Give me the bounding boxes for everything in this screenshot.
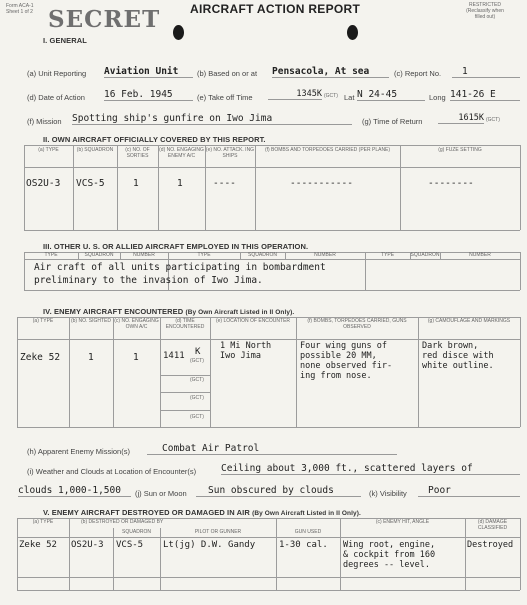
longitude-label: Long	[429, 93, 446, 102]
enemy-mission-field: Combat Air Patrol	[147, 443, 397, 455]
restricted-label: RESTRICTED (Reclassify when filled out)	[466, 2, 504, 20]
enemy-col-engaging: (c) NO. ENGAGING OWN A/C	[114, 318, 159, 330]
visibility-label: (k) Visibility	[369, 489, 407, 498]
other-col-number-3: NUMBER	[469, 252, 491, 258]
enemy-col-location: (e) LOCATION OF ENCOUNTER	[215, 318, 291, 324]
report-no-label: (c) Report No.	[394, 69, 442, 78]
based-on-label: (b) Based on or at	[197, 69, 258, 78]
page-title: AIRCRAFT ACTION REPORT	[190, 2, 361, 16]
report-no-field: 1	[452, 66, 520, 78]
other-col-type-2: TYPE	[197, 252, 211, 258]
mission-label: (f) Mission	[27, 117, 62, 126]
own-col-fuze: (g) FUZE SETTING	[438, 147, 482, 153]
enemy-time-suffix: K	[195, 347, 201, 357]
enemy-camouflage-cell: Dark brown, red disce with white outline.	[422, 341, 494, 371]
section-other-aircraft-heading: III. OTHER U. S. OR ALLIED AIRCRAFT EMPLOYED IN THIS OPERATION.	[43, 242, 309, 251]
weather-label: (i) Weather and Clouds at Location of Encounter(s)	[27, 467, 197, 476]
enemy-col-sighted: (b) NO. SIGHTED	[70, 318, 111, 324]
destroyed-col-damage: (d) DAMAGE CLASSIFIED	[477, 519, 508, 531]
own-bombs-cell: -----------	[290, 178, 353, 189]
own-col-sorties: (c) NO. OF SORTIES	[125, 147, 150, 159]
other-col-squadron-3: SQUADRON	[410, 252, 440, 258]
weather-field-1: Ceiling about 3,000 ft., scattered layers of	[221, 463, 520, 475]
enemy-col-time: (d) TIME ENCOUNTERED	[165, 318, 205, 330]
sun-moon-field: Sun obscured by clouds	[196, 485, 361, 497]
destroyed-col-pilot: PILOT OR GUNNER	[194, 529, 242, 535]
destroyed-damage-cell: Destroyed	[467, 540, 514, 550]
section-destroyed-heading: V. ENEMY AIRCRAFT DESTROYED OR DAMAGED IN AIR (By Own Aircraft Listed in II Only).	[43, 508, 361, 517]
weather-field-2: clouds 1,000-1,500	[18, 485, 131, 497]
enemy-time-gct-4: (GCT)	[190, 414, 204, 420]
enemy-type-cell: Zeke 52	[20, 352, 61, 363]
destroyed-col-by: (b) DESTROYED OR DAMAGED BY	[81, 519, 164, 525]
enemy-time-gct-2: (GCT)	[190, 377, 204, 383]
enemy-col-guns: (f) BOMBS, TORPEDOES CARRIED, GUNS OBSERVED	[307, 318, 407, 330]
longitude-field: 141-26 E	[450, 89, 520, 101]
unit-reporting-label: (a) Unit Reporting	[27, 69, 87, 78]
enemy-time-gct-3: (GCT)	[190, 395, 204, 401]
own-col-bombs: (f) BOMBS AND TORPEDOES CARRIED (PER PLANE)	[264, 147, 391, 153]
form-number: Form ACA-1	[6, 3, 34, 9]
return-gct: (GCT)	[486, 117, 500, 123]
date-of-action-label: (d) Date of Action	[27, 93, 85, 102]
section-enemy-encountered-heading: IV. ENEMY AIRCRAFT ENCOUNTERED (By Own Aircraft Listed in II Only).	[43, 307, 295, 316]
own-fuze-cell: --------	[428, 178, 474, 189]
other-aircraft-line-2: preliminary to the invasion of Iwo Jima.	[34, 275, 263, 286]
take-off-time-label: (e) Take off Time	[197, 93, 253, 102]
latitude-label: Lat	[344, 93, 355, 102]
own-engaging-cell: 1	[177, 178, 183, 189]
destroyed-col-type: (a) TYPE	[32, 519, 54, 525]
other-col-squadron-2: SQUADRON	[248, 252, 277, 258]
other-col-type-1: TYPE	[44, 252, 58, 258]
destroyed-plane-cell: OS2U-3	[71, 540, 104, 550]
punch-hole-left	[173, 25, 184, 40]
destroyed-hit-cell: Wing root, engine, & cockpit from 160 degrees -- level.	[343, 540, 436, 570]
own-sorties-cell: 1	[133, 178, 139, 189]
sun-moon-label: (j) Sun or Moon	[135, 489, 187, 498]
enemy-col-type: (a) TYPE	[32, 318, 54, 324]
other-aircraft-line-1: Air craft of all units participating in bombardment	[34, 262, 326, 273]
unit-reporting-field: Aviation Unit	[104, 66, 193, 78]
take-off-time-field: 1345K	[268, 89, 322, 100]
other-col-type-3: TYPE	[380, 252, 395, 258]
latitude-field: N 24-45	[357, 89, 425, 101]
other-col-squadron-1: SQUADRON	[84, 252, 114, 258]
punch-hole-right	[347, 25, 358, 40]
section-general-heading: I. GENERAL	[43, 36, 87, 45]
time-of-return-field: 1615K	[438, 113, 484, 124]
destroyed-gun-cell: 1-30 cal.	[279, 540, 328, 550]
destroyed-squadron-cell: VCS-5	[116, 540, 144, 550]
sheet-number: Sheet 1 of 2	[6, 9, 33, 15]
destroyed-col-squadron: SQUADRON	[122, 529, 151, 535]
own-col-squadron: (b) SQUADRON	[76, 147, 114, 153]
enemy-mission-label: (h) Apparent Enemy Mission(s)	[27, 447, 130, 456]
enemy-engaging-cell: 1	[133, 352, 139, 363]
own-col-attacking: (e) NO. ATTACK. ING SHIPS	[205, 147, 255, 159]
own-col-engaging: (d) NO. ENGAGING ENEMY A/C	[159, 147, 204, 159]
based-on-field: Pensacola, At sea	[272, 66, 389, 78]
date-of-action-field: 16 Feb. 1945	[104, 89, 193, 101]
classification-stamp: SECRET	[48, 6, 161, 33]
enemy-col-camouflage: (g) CAMOUFLAGE AND MARKINGS	[427, 318, 511, 324]
own-type-cell: OS2U-3	[26, 178, 61, 189]
own-squadron-cell: VCS-5	[76, 178, 105, 189]
destroyed-pilot-cell: Lt(jg) D.W. Gandy	[163, 540, 256, 550]
enemy-time-cell: 1411	[163, 351, 185, 361]
section-own-aircraft-heading: II. OWN AIRCRAFT OFFICIALLY COVERED BY THIS REPORT.	[43, 135, 266, 144]
destroyed-col-hit: (c) ENEMY HIT, ANGLE	[375, 519, 430, 525]
destroyed-type-cell: Zeke 52	[19, 540, 57, 550]
other-col-number-1: NUMBER	[133, 252, 155, 258]
mission-field: Spotting ship's gunfire on Iwo Jima	[72, 113, 352, 125]
time-of-return-label: (g) Time of Return	[362, 117, 423, 126]
enemy-guns-cell: Four wing guns of possible 20 MM, none observed fir- ing from nose.	[300, 341, 393, 381]
enemy-sighted-cell: 1	[88, 352, 94, 363]
visibility-field: Poor	[418, 485, 520, 497]
other-col-number-2: NUMBER	[314, 252, 336, 258]
enemy-location-cell: 1 Mi North Iwo Jima	[220, 341, 272, 361]
destroyed-col-gun: GUN USED	[294, 529, 322, 535]
enemy-time-gct-1: (GCT)	[190, 358, 204, 364]
own-attacking-cell: ----	[213, 178, 236, 189]
take-off-gct: (GCT)	[324, 93, 338, 99]
own-col-type: (a) TYPE	[38, 147, 59, 153]
